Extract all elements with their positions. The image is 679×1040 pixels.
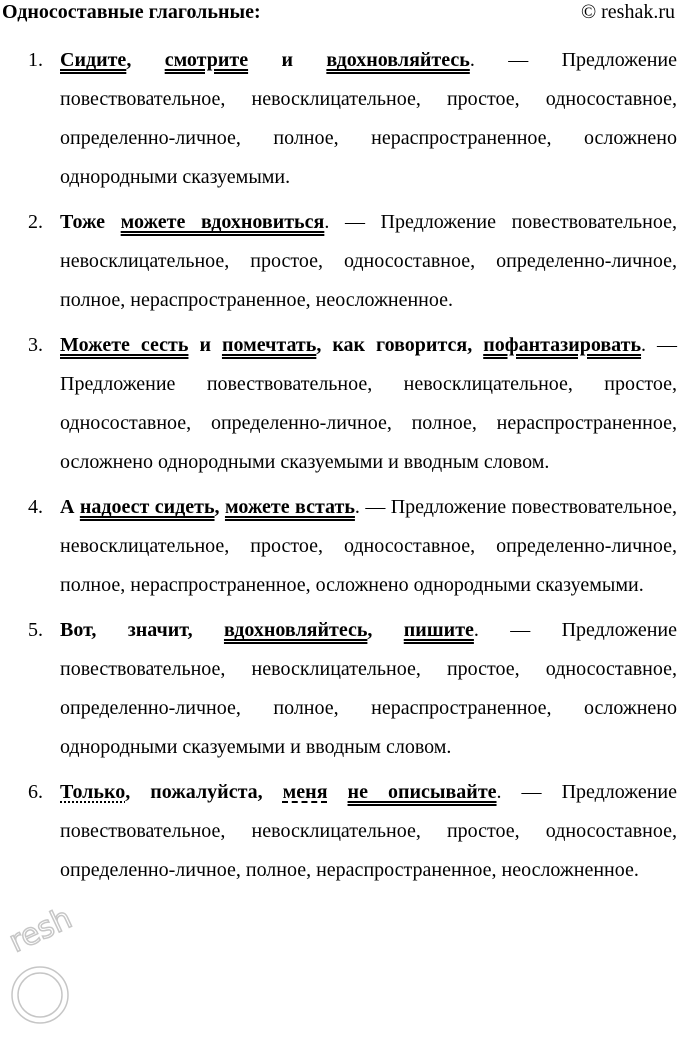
predicate-text: смотрите <box>164 49 249 71</box>
sentence-text: , <box>126 49 165 71</box>
analysis-text: . — Предложение повествовательное, невосклицательное, простое, односоставное, определенно-личное, полное, нераспространенное, осложнено однородными сказуемыми. <box>60 496 677 596</box>
reshak-watermark-logo <box>0 890 150 1040</box>
sentence-text: Вот, значит, <box>60 619 224 641</box>
sentence-analysis-list <box>0 41 679 896</box>
predicate-text: не описывайте <box>347 781 497 803</box>
predicate-text: Можете сесть <box>60 334 189 356</box>
sentence-text: , пожалуйста, <box>125 781 283 803</box>
item-number: 5. <box>28 619 43 641</box>
list-item <box>0 773 679 890</box>
predicate-text: вдохновляйтесь <box>223 619 368 641</box>
item-number: 2. <box>28 211 43 233</box>
list-item <box>0 611 679 767</box>
copyright-text: © reshak.ru <box>580 1 675 23</box>
object-text: меня <box>282 781 328 803</box>
predicate-text: можете встать <box>224 496 355 518</box>
predicate-text: пишите <box>403 619 474 641</box>
item-number: 1. <box>28 49 43 71</box>
sentence-text: и <box>248 49 327 71</box>
item-number: 4. <box>28 496 43 518</box>
list-item <box>0 488 679 605</box>
predicate-text: вдохновляйтесь <box>326 49 470 71</box>
analysis-text: . — Предложение повествовательное, невосклицательное, простое, односоставное, определенно-личное, полное, нераспространенное, осложнено однородными сказуемыми. <box>60 49 677 188</box>
sentence-text: , <box>367 619 404 641</box>
list-item <box>0 41 679 197</box>
sentence-text: , как говорится, <box>316 334 484 356</box>
adverbial-text: Только <box>60 781 126 803</box>
predicate-text: можете вдохновиться <box>120 211 325 233</box>
sentence-text: А <box>60 496 80 518</box>
page-header <box>0 0 679 30</box>
predicate-text: пофантазировать <box>483 334 642 356</box>
analysis-text: . — Предложение повествовательное, невосклицательное, простое, односоставное, определенно-личное, полное, нераспространенное, осложнено однородными сказуемыми и вводным словом. <box>60 334 678 473</box>
svg-text:resh: resh <box>3 900 78 960</box>
sentence-text <box>328 781 348 803</box>
analysis-text: . — Предложение повествовательное, невосклицательное, простое, односоставное, определенно-личное, полное, нераспространенное, неосложненное. <box>60 211 677 311</box>
analysis-text: . — Предложение повествовательное, невосклицательное, простое, односоставное, определенно-личное, полное, нераспространенное, осложнено однородными сказуемыми и вводным словом. <box>60 619 678 758</box>
item-number: 3. <box>28 334 43 356</box>
list-item <box>0 203 679 320</box>
analysis-text: . — Предложение повествовательное, невосклицательное, простое, односоставное, определенно-личное, полное, нераспространенное, неосложненное. <box>60 781 677 881</box>
list-item <box>0 326 679 482</box>
item-number: 6. <box>28 781 43 803</box>
sentence-text: и <box>188 334 222 356</box>
predicate-text: надоест сидеть <box>79 496 215 518</box>
predicate-text: помечтать <box>221 334 317 356</box>
section-title: Односоставные глагольные: <box>2 1 261 23</box>
sentence-text: Тоже <box>60 211 121 233</box>
predicate-text: Сидите <box>60 49 127 71</box>
sentence-text: , <box>214 496 225 518</box>
